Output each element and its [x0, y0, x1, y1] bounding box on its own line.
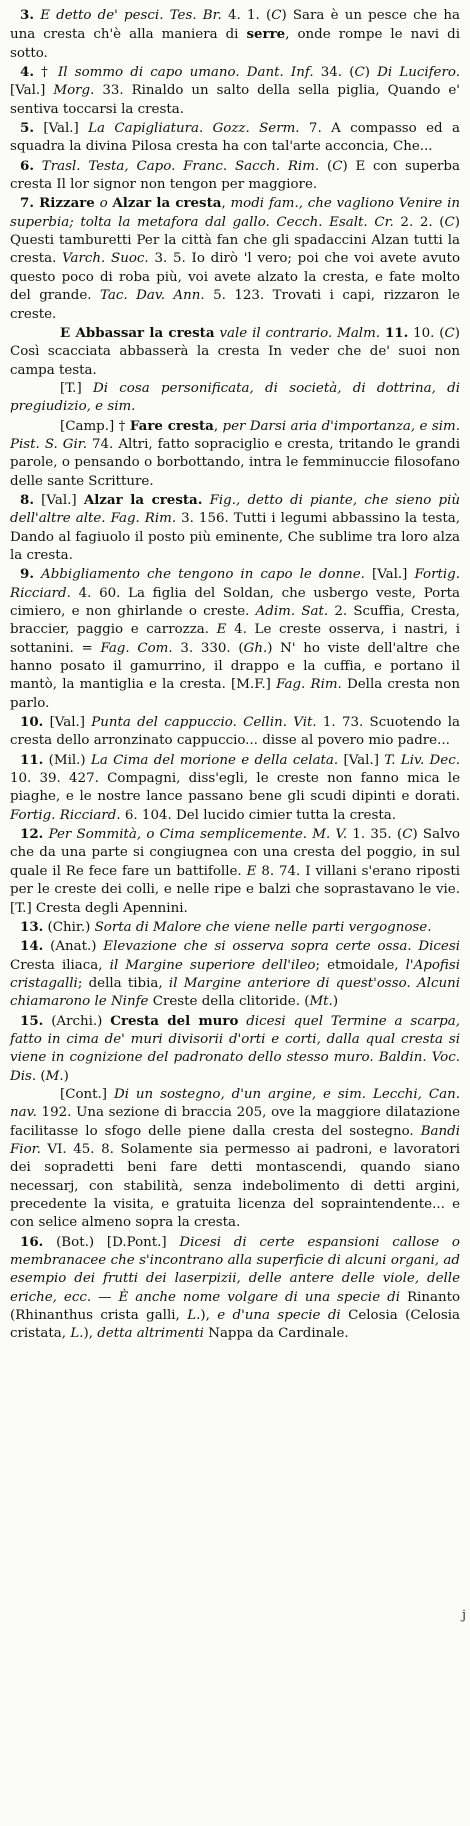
- entry-paragraph: 5. [Val.] La Capigliatura. Gozz. Serm. 7. A compasso ed a squadra la divina Pilosa cresta ha con tal'arte acconcia, Che...: [10, 120, 460, 155]
- entry-paragraph: 7. Rizzare o Alzar la cresta, modi fam., che vagliono Venire in superbia; tolta la metafora dal gallo. Cecch. Esalt. Cr. 2. 2. (C) Questi tamburetti Per la città fan che gli spadaccini Alzan tutti la cresta. Varch. Suoc. 3. 5. Io dirò 'l vero; poi che voi avete avuto questo poco di roba più, voi avete alzato la cresta, e fate molto del grande. Tac. Dav. Ann. 5. 123. Trovati i capi, rizzaron le creste.: [10, 195, 461, 322]
- entry-paragraph: 15. (Archi.) Cresta del muro dicesi quel Termine a scarpa, fatto in cima de' muri divisorii d'orti e corti, dalla qual cresta si viene in cognizione del padronato dello stesso muro. Baldin. Voc. Dis. (M.): [10, 1012, 460, 1084]
- entry-paragraph: 6. Trasl. Testa, Capo. Franc. Sacch. Rim. (C) E con superba cresta Il lor signor non tengon per maggiore.: [10, 157, 460, 193]
- entry-paragraph: 10. [Val.] Punta del cappuccio. Cellin. Vit. 1. 73. Scuotendo la cresta dello arronzinato cappuccio... disse al povero mio padre...: [10, 714, 460, 749]
- entry-paragraph: 12. Per Sommità, o Cima semplicemente. M. V. 1. 35. (C) Salvo che da una parte si congiugnea con una cresta del poggio, in sul quale il Re fece fare un battifolle. E 8. 74. I villani s'erano riposti per le creste dei colli, e nelle ripe e balzi che soprastavano le vie. [T.] Cresta degli Apennini.: [10, 826, 460, 916]
- entry-paragraph: 13. (Chir.) Sorta di Malore che viene nelle parti vergognose.: [20, 918, 432, 935]
- entry-paragraph: 16. (Bot.) [D.Pont.] Dicesi di certe espansioni callose o membranacee che s'incontrano alla superficie di alcuni organi, ad esempio dei frutti dei laserpizii, delle antere delle viole, delle eriche, ecc. — È anche nome volgare di una specie di Rinanto (Rhinanthus crista galli, L.), e d'una specie di Celosia (Celosia cristata, L.), detta altrimenti Nappa da Cardinale.: [10, 1233, 461, 1342]
- entry-paragraph: 8. [Val.] Alzar la cresta. Fig., detto di piante, che sieno più dell'altre alte. Fag. Rim. 3. 156. Tutti i legumi abbassino la testa, Dando al fagiuolo il posto più eminente, Che sublime tra loro alza la cresta.: [10, 491, 460, 563]
- entry-paragraph: 14. (Anat.) Elevazione che si osserva sopra certe ossa. Dicesi Cresta iliaca, il Margine superiore dell'ileo; etmoidale, l'Apofisi cristagalli; della tibia, il Margine anteriore di quest'osso. Alcuni chiamarono le Ninfe Creste della clitoride. (Mt.): [10, 938, 460, 1010]
- entry-paragraph: E Abbassar la cresta vale il contrario. Malm. 11. 10. (C) Così scacciata abbasserà la cresta In veder che de' suoi non campa testa.: [10, 324, 460, 378]
- entry-paragraph: [Camp.] † Fare cresta, per Darsi aria d'importanza, e sim. Pist. S. Gir. 74. Altri, fatto sopraciglio e cresta, tritando le grandi parole, o pensando o borbottando, intra le femminuccie filosofano delle sante Scritture.: [10, 417, 460, 489]
- entry-paragraph: 11. (Mil.) La Cima del morione e della celata. [Val.] T. Liv. Dec. 10. 39. 427. Compagni, diss'egli, le creste non fanno mica le piaghe, e le nostre lance passano bene gli scudi dipinti e dorati. Fortig. Ricciard. 6. 104. Del lucido cimier tutta la cresta.: [10, 751, 460, 823]
- entry-paragraph: 3. E detto de' pesci. Tes. Br. 4. 1. (C) Sara è un pesce che ha una cresta ch'è alla maniera di serre, onde rompe le navi di sotto.: [10, 7, 460, 61]
- entry-paragraph: [Cont.] Di un sostegno, d'un argine, e sim. Lecchi, Can. nav. 192. Una sezione di braccia 205, ove la maggiore dilatazione facilitasse lo sfogo delle piene dalla cresta del sostegno. Bandi Fior. VI. 45. 8. Solamente sia permesso ai padroni, e lavoratori dei sopradetti beni fare detti montascendi, quando siano necessarj, con stabilità, senza indebolimento di detti argini, precedente la visita, e gratuita licenza del sopraintendente... e con selice almeno sopra la cresta.: [10, 1086, 460, 1231]
- entry-paragraph: 9. Abbigliamento che tengono in capo le donne. [Val.] Fortig. Ricciard. 4. 60. La figlia del Soldan, che usbergo veste, Porta cimiero, e non ghirlande o creste. Adim. Sat. 2. Scuffia, Cresta, braccier, paggio e carrozza. E 4. Le creste osserva, i nastri, i sottanini. = Fag. Com. 3. 330. (Gh.) N' ho viste dell'altre che hanno posato il gamurrino, il drappo e la cuffia, e portano il mantò, la mantiglia e la cresta. [M.F.] Fag. Rim. Della cresta non parlo.: [10, 566, 460, 711]
- margin-mark: j: [461, 1608, 466, 1623]
- entry-paragraph: [T.] Di cosa personificata, di società, di dottrina, di pregiudizio, e sim.: [10, 380, 460, 415]
- entry-paragraph: 4. † Il sommo di capo umano. Dant. Inf. 34. (C) Di Lucifero. [Val.] Morg. 33. Rinaldo un salto della sella piglia, Quando e' sentiva toccarsi la cresta.: [10, 64, 460, 117]
